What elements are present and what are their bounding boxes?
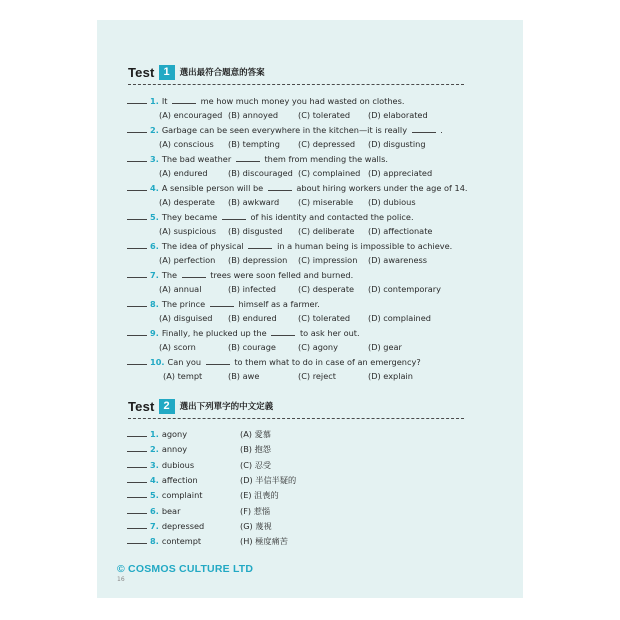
question-number: 8. bbox=[150, 299, 159, 309]
vocab-word: complaint bbox=[161, 490, 203, 501]
matching-item bbox=[127, 490, 202, 500]
matching-item bbox=[127, 506, 180, 516]
question-text-start: A sensible person will be bbox=[161, 183, 264, 193]
answer-option[interactable]: (C) depressed bbox=[298, 139, 356, 149]
answer-option[interactable]: (B) endured bbox=[228, 313, 277, 323]
answer-option[interactable]: (A) desperate bbox=[159, 197, 215, 207]
answer-blank[interactable] bbox=[127, 475, 147, 483]
question-number: 10. bbox=[150, 357, 165, 367]
vocab-word: contempt bbox=[161, 536, 202, 547]
item-number: 5. bbox=[150, 490, 159, 501]
vocab-word: affection bbox=[161, 474, 198, 485]
test1-instruction: 選出最符合題意的答案 bbox=[179, 68, 265, 78]
answer-option[interactable]: (D) affectionate bbox=[368, 226, 433, 236]
fill-in-blank bbox=[271, 328, 295, 336]
workbook-page bbox=[97, 20, 523, 598]
item-number: 4. bbox=[150, 474, 159, 485]
answer-option[interactable]: (A) endured bbox=[159, 168, 208, 178]
question-number: 6. bbox=[150, 241, 159, 251]
fill-in-blank bbox=[182, 270, 206, 278]
item-number: 3. bbox=[150, 459, 159, 470]
question-text-end: about hiring workers under the age of 14. bbox=[296, 183, 468, 193]
question-text-end: . bbox=[440, 125, 443, 135]
answer-option[interactable]: (D) disgusting bbox=[368, 139, 426, 149]
matching-item bbox=[127, 444, 187, 454]
question-text-start: They became bbox=[161, 212, 218, 222]
question-number: 3. bbox=[150, 154, 159, 164]
question-row bbox=[127, 125, 487, 135]
answer-option[interactable]: (D) complained bbox=[368, 313, 431, 323]
answer-option[interactable]: (A) conscious bbox=[159, 139, 214, 149]
fill-in-blank bbox=[248, 241, 272, 249]
question-text-end: in a human being is impossible to achieve. bbox=[277, 241, 453, 251]
item-number: 6. bbox=[150, 505, 159, 516]
answer-blank[interactable] bbox=[127, 536, 147, 544]
chinese-definition: (G) 蔑視 bbox=[240, 520, 272, 531]
question-text-start: The prince bbox=[161, 299, 206, 309]
fill-in-blank bbox=[236, 154, 260, 162]
question-row bbox=[127, 183, 487, 193]
matching-item bbox=[127, 429, 187, 439]
page-content bbox=[97, 20, 523, 598]
answer-option[interactable]: (C) deliberate bbox=[298, 226, 355, 236]
fill-in-blank bbox=[222, 212, 246, 220]
answer-option[interactable]: (A) scorn bbox=[159, 342, 196, 352]
question-text-end: to ask her out. bbox=[299, 328, 360, 338]
question-number: 7. bbox=[150, 270, 159, 280]
answer-option[interactable]: (C) reject bbox=[298, 371, 336, 381]
answer-option[interactable]: (B) discouraged bbox=[228, 168, 293, 178]
question-row bbox=[127, 154, 487, 164]
answer-option[interactable]: (D) contemporary bbox=[368, 284, 442, 294]
test2-header bbox=[128, 398, 273, 414]
question-row bbox=[127, 212, 487, 222]
question-row bbox=[127, 96, 487, 106]
answer-blank[interactable] bbox=[127, 212, 147, 220]
answer-option[interactable]: (B) courage bbox=[228, 342, 276, 352]
answer-option[interactable]: (D) awareness bbox=[368, 255, 428, 265]
answer-blank[interactable] bbox=[127, 328, 147, 336]
answer-option[interactable]: (C) agony bbox=[298, 342, 338, 352]
answer-blank[interactable] bbox=[127, 96, 147, 104]
test1-number-badge: 1 bbox=[159, 65, 175, 80]
test2-label: Test bbox=[128, 398, 155, 414]
answer-option[interactable]: (A) annual bbox=[159, 284, 202, 294]
answer-blank[interactable] bbox=[127, 521, 147, 529]
question-row bbox=[127, 328, 487, 338]
answer-option[interactable]: (B) annoyed bbox=[228, 110, 279, 120]
test2-number-badge: 2 bbox=[159, 399, 175, 414]
answer-option[interactable]: (A) disguised bbox=[159, 313, 213, 323]
answer-option[interactable]: (D) dubious bbox=[368, 197, 416, 207]
chinese-definition: (A) 愛慕 bbox=[240, 429, 271, 439]
question-text-end: himself as a farmer. bbox=[238, 299, 320, 309]
copyright-footer: © COSMOS CULTURE LTD bbox=[117, 563, 254, 575]
question-number: 9. bbox=[150, 328, 159, 338]
answer-option[interactable]: (D) appreciated bbox=[368, 168, 433, 178]
answer-option[interactable]: (A) tempt bbox=[163, 371, 203, 381]
answer-blank[interactable] bbox=[127, 444, 147, 452]
test2-divider bbox=[128, 418, 464, 419]
question-number: 1. bbox=[150, 96, 159, 106]
answer-option[interactable]: (C) tolerated bbox=[298, 313, 351, 323]
question-text-start: The bbox=[161, 270, 178, 280]
answer-option[interactable]: (C) tolerated bbox=[298, 110, 351, 120]
question-text-start: Can you bbox=[167, 357, 202, 367]
test1-header bbox=[128, 64, 265, 80]
item-number: 7. bbox=[150, 520, 159, 531]
answer-blank[interactable] bbox=[127, 490, 147, 498]
question-text-start: Garbage can be seen everywhere in the kitchen—it is really bbox=[161, 125, 408, 135]
chinese-definition: (H) 極度痛苦 bbox=[240, 536, 288, 547]
chinese-definition: (B) 抱怨 bbox=[240, 444, 271, 455]
matching-item bbox=[127, 521, 204, 531]
answer-blank[interactable] bbox=[127, 241, 147, 249]
answer-option[interactable]: (A) suspicious bbox=[159, 226, 217, 236]
answer-blank[interactable] bbox=[127, 357, 147, 365]
question-row bbox=[127, 299, 487, 309]
test1-label: Test bbox=[128, 64, 155, 80]
answer-blank[interactable] bbox=[127, 270, 147, 278]
chinese-definition: (E) 沮喪的 bbox=[240, 490, 279, 501]
question-number: 5. bbox=[150, 212, 159, 222]
matching-item bbox=[127, 460, 194, 470]
answer-option[interactable]: (D) explain bbox=[368, 371, 413, 381]
test2-instruction: 選出下列單字的中文定義 bbox=[179, 402, 274, 412]
vocab-word: bear bbox=[161, 505, 181, 516]
answer-option[interactable]: (B) awkward bbox=[228, 197, 280, 207]
question-text-end: trees were soon felled and burned. bbox=[210, 270, 354, 280]
question-text-end: them from mending the walls. bbox=[264, 154, 388, 164]
chinese-definition: (D) 半信半疑的 bbox=[240, 474, 297, 485]
chinese-definition: (C) 忍受 bbox=[240, 459, 272, 470]
fill-in-blank bbox=[412, 125, 436, 133]
answer-option[interactable]: (C) miserable bbox=[298, 197, 354, 207]
answer-option[interactable]: (C) impression bbox=[298, 255, 358, 265]
vocab-word: agony bbox=[161, 429, 188, 439]
answer-option[interactable]: (B) depression bbox=[228, 255, 288, 265]
question-text-start: It bbox=[161, 96, 168, 106]
matching-item bbox=[127, 536, 201, 546]
answer-blank[interactable] bbox=[127, 183, 147, 191]
question-row bbox=[127, 357, 487, 367]
question-number: 4. bbox=[150, 183, 159, 193]
answer-option[interactable]: (C) desperate bbox=[298, 284, 355, 294]
question-text-start: The idea of physical bbox=[161, 241, 244, 251]
item-number: 1. bbox=[150, 429, 159, 439]
answer-blank[interactable] bbox=[127, 506, 147, 514]
answer-option[interactable]: (B) infected bbox=[228, 284, 276, 294]
vocab-word: depressed bbox=[161, 520, 205, 531]
question-text-start: The bad weather bbox=[161, 154, 232, 164]
fill-in-blank bbox=[268, 183, 292, 191]
question-text-end: to them what to do in case of an emergency? bbox=[234, 357, 421, 367]
test1-divider bbox=[128, 84, 464, 85]
answer-option[interactable]: (B) awe bbox=[228, 371, 260, 381]
answer-blank[interactable] bbox=[127, 299, 147, 307]
question-text-end: me how much money you had wasted on clothes. bbox=[200, 96, 405, 106]
fill-in-blank bbox=[172, 96, 196, 104]
question-text-start: Finally, he plucked up the bbox=[161, 328, 267, 338]
question-number: 2. bbox=[150, 125, 159, 135]
answer-option[interactable]: (B) disgusted bbox=[228, 226, 283, 236]
answer-blank[interactable] bbox=[127, 125, 147, 133]
fill-in-blank bbox=[206, 357, 230, 365]
item-number: 8. bbox=[150, 536, 159, 547]
matching-item bbox=[127, 475, 198, 485]
vocab-word: dubious bbox=[161, 459, 195, 470]
question-text-end: of his identity and contacted the police. bbox=[250, 212, 414, 222]
question-row bbox=[127, 270, 487, 280]
question-row bbox=[127, 241, 487, 251]
fill-in-blank bbox=[210, 299, 234, 307]
answer-blank[interactable] bbox=[127, 154, 147, 162]
answer-option[interactable]: (D) gear bbox=[368, 342, 402, 352]
answer-option[interactable]: (B) tempting bbox=[228, 139, 280, 149]
answer-blank[interactable] bbox=[127, 429, 147, 437]
chinese-definition: (F) 惹惱 bbox=[240, 505, 271, 516]
answer-option[interactable]: (A) encouraged bbox=[159, 110, 223, 120]
answer-option[interactable]: (C) complained bbox=[298, 168, 361, 178]
page-number: 16 bbox=[117, 576, 125, 583]
item-number: 2. bbox=[150, 444, 159, 455]
answer-option[interactable]: (D) elaborated bbox=[368, 110, 428, 120]
answer-option[interactable]: (A) perfection bbox=[159, 255, 216, 265]
vocab-word: annoy bbox=[161, 444, 188, 455]
answer-blank[interactable] bbox=[127, 460, 147, 468]
